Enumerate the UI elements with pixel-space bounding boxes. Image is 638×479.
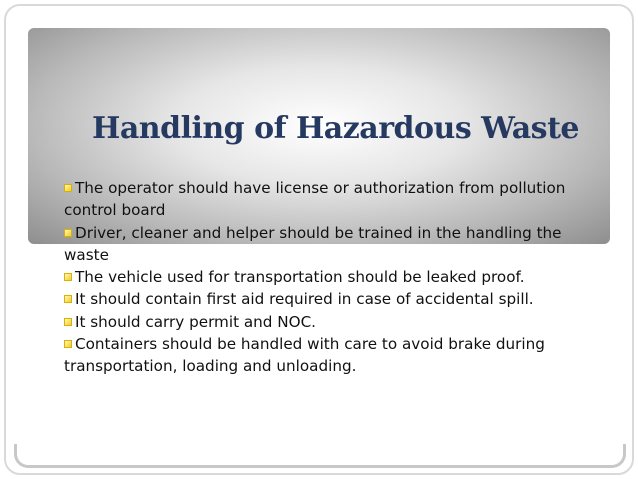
bullet-text: It should contain first aid required in case of accidental spill. — [75, 290, 534, 309]
bullet-text: The operator should have license or authorization from pollution control board — [64, 179, 566, 220]
square-bullet-icon — [64, 295, 72, 303]
square-bullet-icon — [64, 229, 72, 237]
bullet-list — [64, 177, 584, 378]
bullet-item — [64, 266, 584, 288]
slide-bottom-border — [14, 444, 626, 468]
bullet-item — [64, 177, 584, 222]
bullet-text: The vehicle used for transportation should be leaked proof. — [75, 268, 525, 287]
bullet-text: Containers should be handled with care to avoid brake during transportation, loading and unloading. — [64, 335, 545, 376]
square-bullet-icon — [64, 273, 72, 281]
bullet-text: It should carry permit and NOC. — [75, 312, 317, 331]
slide-title: Handling of Hazardous Waste — [92, 111, 580, 146]
bullet-text: Driver, cleaner and helper should be trained in the handling the waste — [64, 223, 562, 264]
square-bullet-icon — [64, 318, 72, 326]
bullet-item — [64, 333, 584, 378]
square-bullet-icon — [64, 184, 72, 192]
bullet-item — [64, 288, 584, 310]
bullet-item — [64, 222, 584, 267]
square-bullet-icon — [64, 340, 72, 348]
bullet-item — [64, 311, 584, 333]
